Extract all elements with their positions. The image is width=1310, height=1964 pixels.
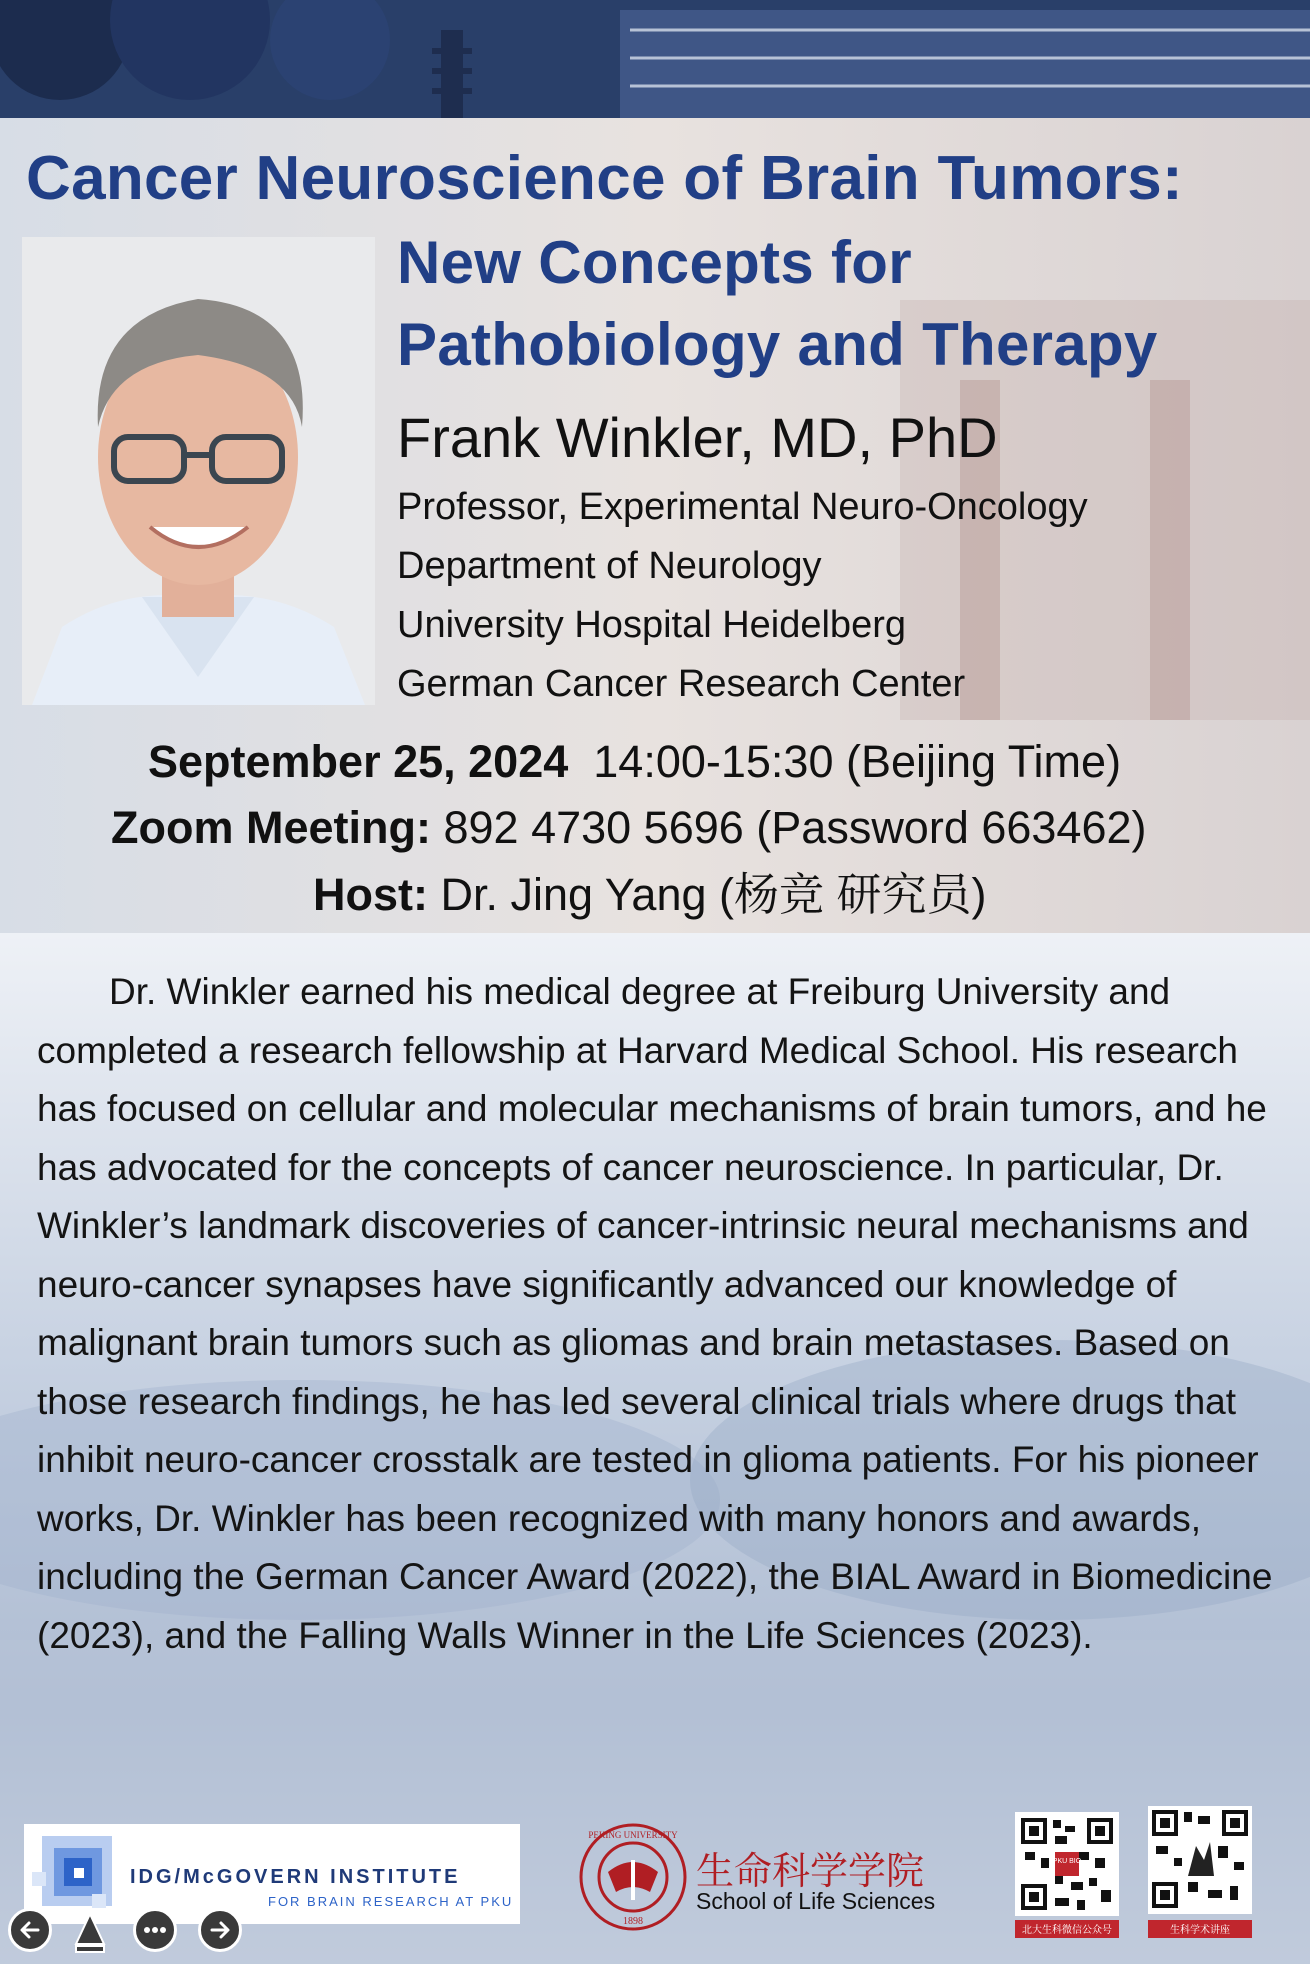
zoom-label: Zoom Meeting: xyxy=(111,802,431,853)
next-button[interactable] xyxy=(198,1908,242,1952)
pointer-tool-button[interactable] xyxy=(70,1910,110,1954)
host-label: Host: xyxy=(313,869,428,920)
speaker-affiliations xyxy=(397,478,1277,714)
pku-seal-year: 1898 xyxy=(623,1916,643,1927)
prev-button[interactable] xyxy=(8,1908,52,1952)
event-time: 14:00-15:30 (Beijing Time) xyxy=(593,736,1122,787)
idg-name: IDG/McGOVERN INSTITUTE xyxy=(130,1866,461,1888)
title-line-1: Cancer Neuroscience of Brain Tumors: xyxy=(26,144,1183,213)
event-zoom xyxy=(111,795,1147,861)
event-datetime xyxy=(148,729,1121,795)
more-icon xyxy=(143,1926,167,1934)
host-name: Dr. Jing Yang (杨竞 研究员) xyxy=(440,869,987,920)
idg-subtitle: FOR BRAIN RESEARCH AT PKU xyxy=(268,1894,514,1909)
title-line-3: Pathobiology and Therapy xyxy=(397,311,1158,378)
qr-code-wechat[interactable] xyxy=(1015,1812,1119,1940)
affiliation-center: German Cancer Research Center xyxy=(397,663,966,705)
arrow-right-icon xyxy=(208,1918,232,1942)
idg-logo-mark xyxy=(32,1832,128,1916)
qr-caption-wechat: 北大生科微信公众号 xyxy=(1022,1925,1112,1936)
bio-paragraph: Dr. Winkler earned his medical degree at Freiburg University and completed a research fellowship at Harvard Medical School. His research has focused on cellular and molecular mechanisms of brain tumors, and he has advocated for the concepts of cancer neuroscience. In particular, Dr. Winkler’s landmark discoveries of cancer-intrinsic neural mechanisms and neuro-cancer synapses have significantly advanced our knowledge of malignant brain tumors such as gliomas and brain metastases. Based on those research findings, he has led several clinical trials where drugs that inhibit neuro-cancer crosstalk are tested in glioma patients. For his pioneer works, Dr. Winkler has been recognized with many honors and awards, including the German Cancer Award (2022), the BIAL Award in Biomedicine (2023), and the Falling Walls Winner in the Life Sciences (2023). xyxy=(37,971,1273,1656)
qr-caption-lectures: 生科学术讲座 xyxy=(1170,1925,1230,1936)
title-line-2: New Concepts for xyxy=(397,229,912,296)
speaker-name: Frank Winkler, MD, PhD xyxy=(397,406,998,469)
more-options-button[interactable] xyxy=(133,1908,177,1952)
pku-school-en: School of Life Sciences xyxy=(696,1888,936,1914)
event-date: September 25, 2024 xyxy=(148,736,569,787)
idg-mcgovern-logo xyxy=(24,1824,520,1924)
pku-school-cn: 生命科学学院 xyxy=(696,1849,925,1893)
qr-code-lectures[interactable] xyxy=(1148,1806,1252,1940)
affiliation-title: Professor, Experimental Neuro-Oncology xyxy=(397,486,1088,528)
qr-badge-label: PKU BIO xyxy=(1052,1858,1082,1865)
event-host xyxy=(313,862,986,928)
speaker-photo xyxy=(22,237,375,705)
zoom-details: 892 4730 5696 (Password 663462) xyxy=(443,802,1147,853)
pku-seal-text: PEKING UNIVERSITY xyxy=(588,1830,678,1840)
arrow-left-icon xyxy=(18,1918,42,1942)
affiliation-hospital: University Hospital Heidelberg xyxy=(397,604,906,646)
pku-seal-logo xyxy=(578,1822,688,1932)
pointer-icon xyxy=(70,1910,110,1954)
speaker-bio xyxy=(37,963,1277,1665)
affiliation-department: Department of Neurology xyxy=(397,545,822,587)
